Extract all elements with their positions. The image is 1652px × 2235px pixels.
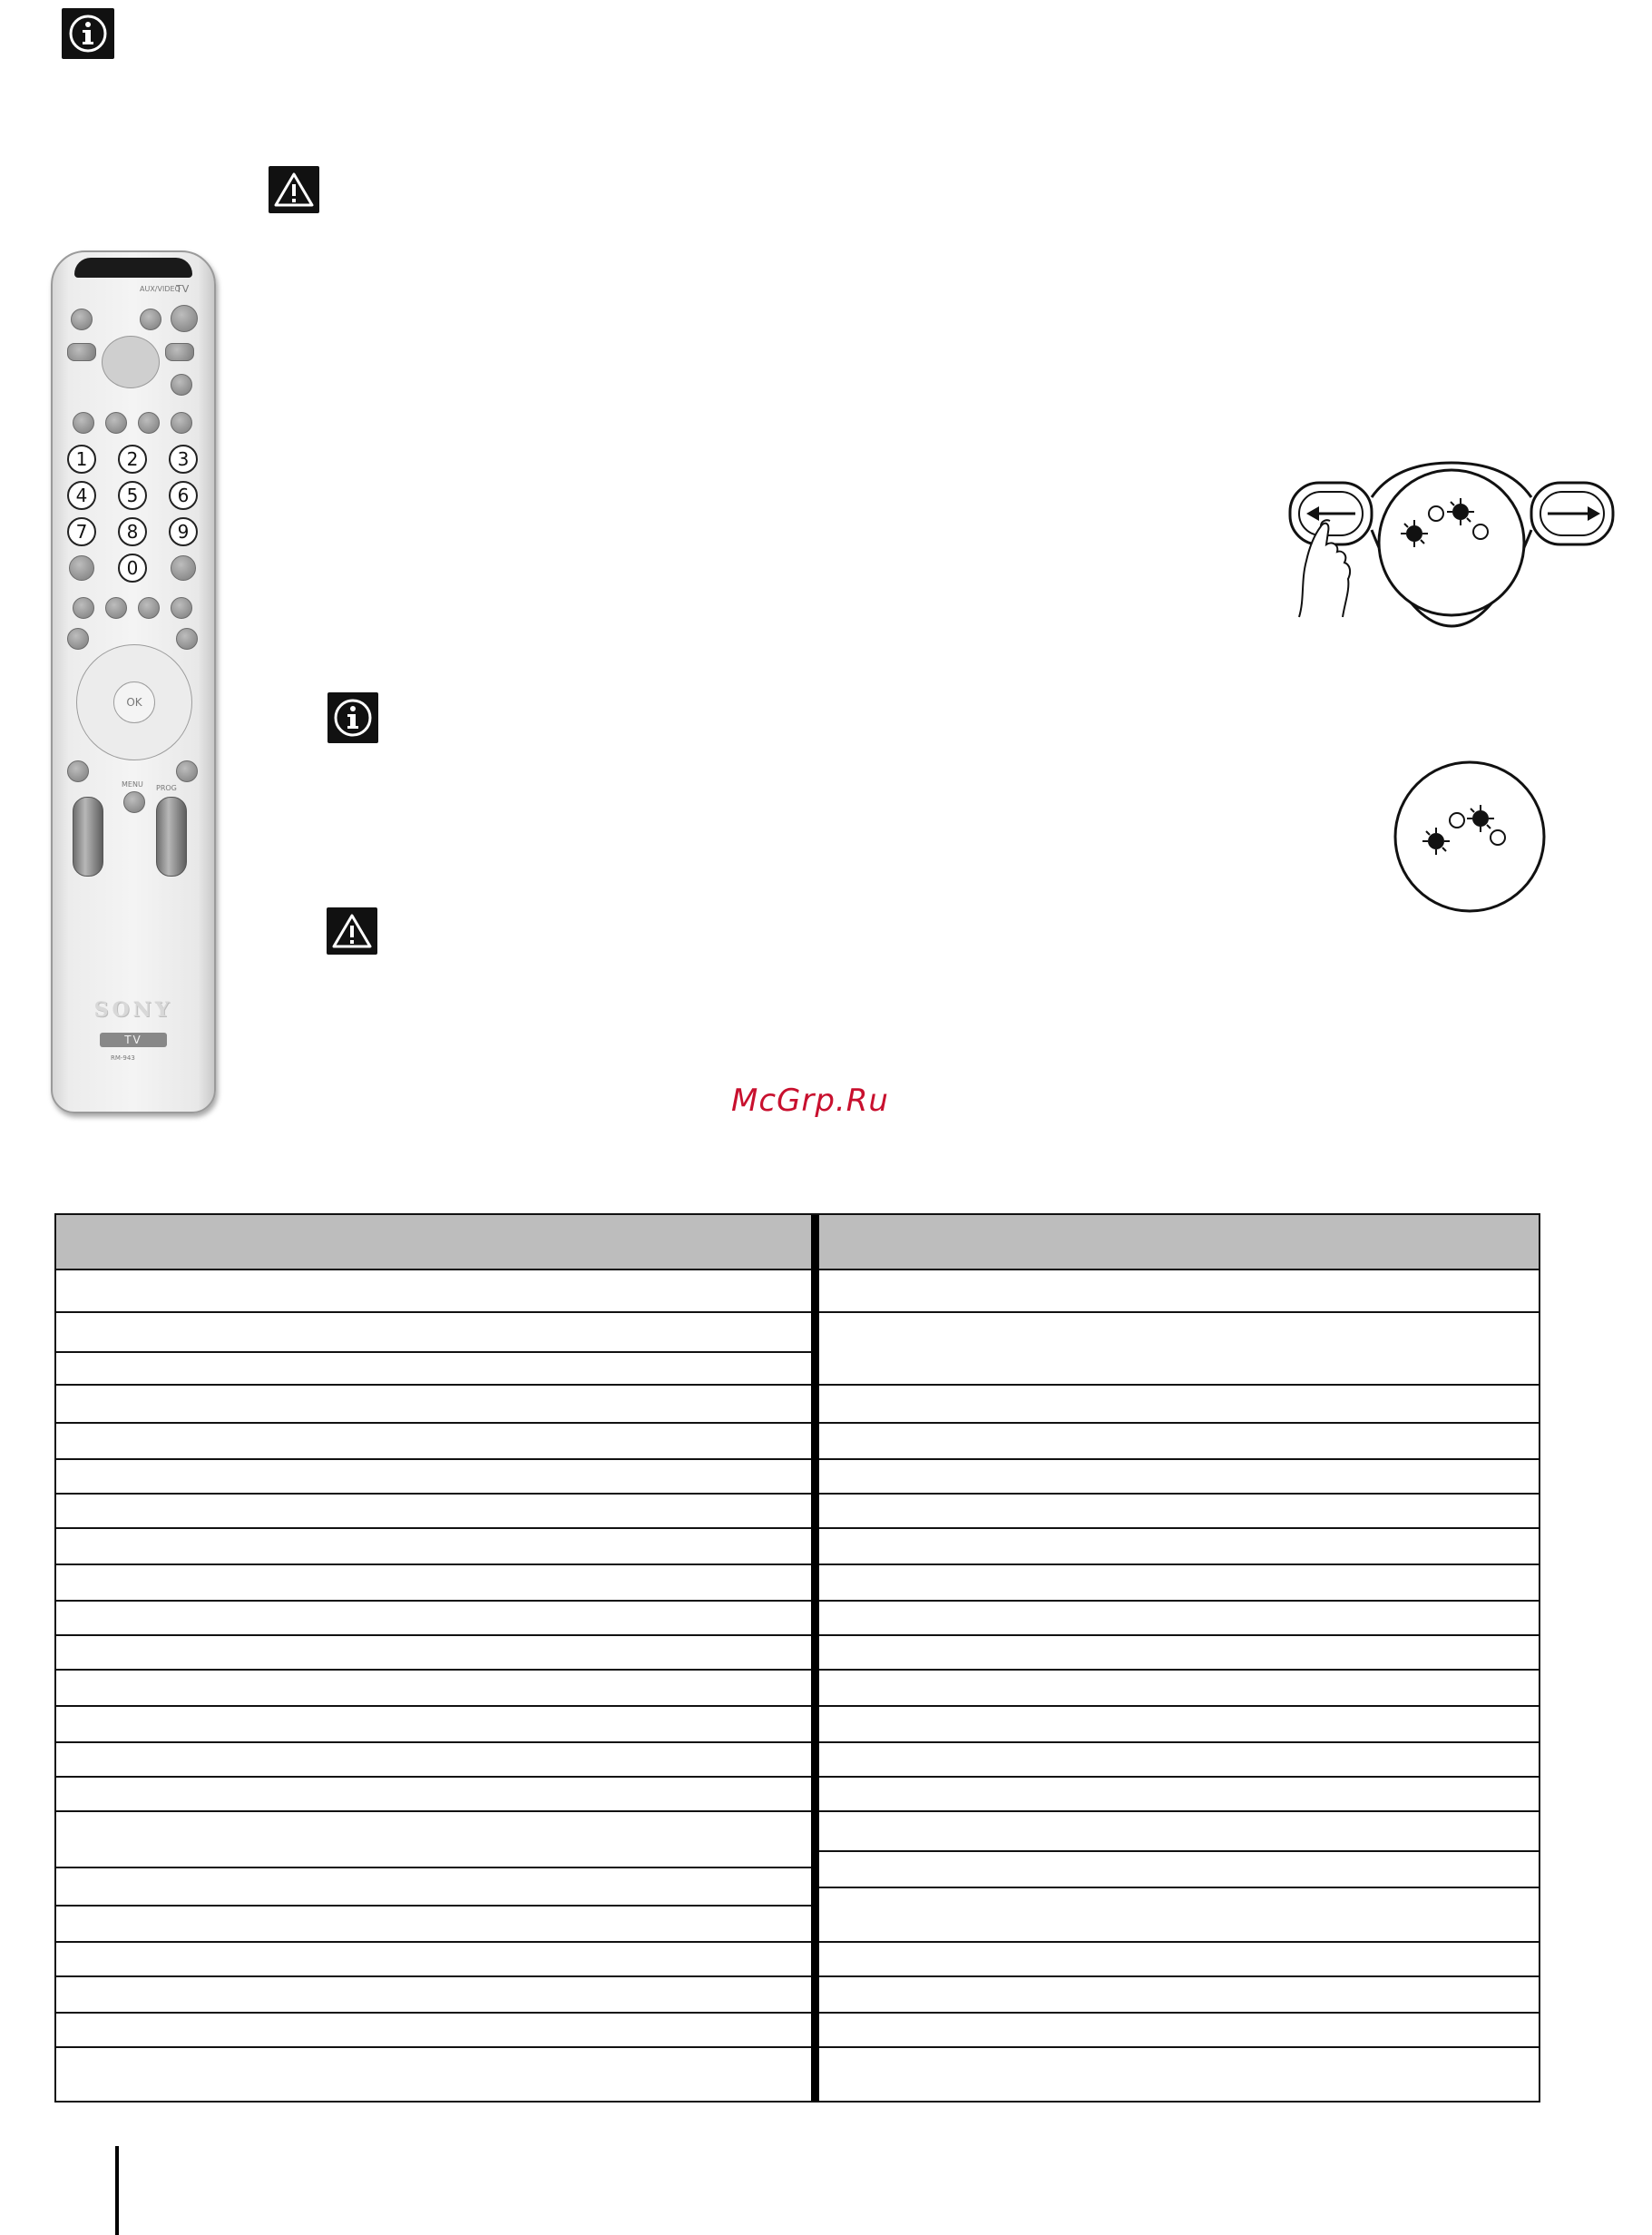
number-key: 4 [67,481,96,510]
row-divider [819,1810,1540,1812]
row-divider [819,1776,1540,1778]
row-divider [56,1810,811,1812]
row-divider [819,1741,1540,1743]
row-divider [819,2012,1540,2014]
remote-center-dial [102,336,160,388]
front-panel-diagram [1279,454,1624,635]
page-margin-rule [115,2146,119,2235]
indicator-circle [1379,470,1524,615]
number-key: 0 [118,554,147,583]
indicator-diagram [1388,755,1551,918]
row-divider [819,1941,1540,1943]
row-divider [819,1705,1540,1707]
data-table [54,1213,1540,2103]
row-divider [819,1887,1540,1888]
row-divider [56,1867,811,1868]
remote-button [140,309,161,330]
row-divider [819,1493,1540,1495]
remote-button [73,597,94,619]
row-divider [56,1458,811,1460]
row-divider [56,1422,811,1424]
row-divider [56,2046,811,2048]
row-divider [819,1311,1540,1313]
number-key: 7 [67,517,96,546]
number-key: 6 [169,481,198,510]
remote-control-illustration [51,250,216,1113]
row-divider [819,1850,1540,1852]
remote-button [171,597,192,619]
row-divider [56,1384,811,1386]
remote-button [176,628,198,650]
row-divider [819,2046,1540,2048]
remote-button [105,412,127,434]
column-divider [811,1215,819,2101]
number-key: 5 [118,481,147,510]
ok-label: OK [126,696,142,709]
infrared-window [74,258,192,278]
number-key: 9 [169,517,198,546]
number-key: 3 [169,445,198,474]
row-divider [56,1351,811,1353]
info-icon [62,8,114,59]
warning-icon [327,907,377,955]
number-key: 1 [67,445,96,474]
row-divider [819,1669,1540,1671]
volume-rocker [73,797,103,877]
row-divider [56,1311,811,1313]
row-divider [819,1634,1540,1636]
row-divider [56,1741,811,1743]
row-divider [56,1527,811,1529]
row-divider [819,1564,1540,1565]
row-divider [819,1600,1540,1602]
prog-label: PROG [156,784,177,792]
menu-button-remote [123,791,145,813]
row-divider [56,1493,811,1495]
program-rocker [156,797,187,877]
remote-button [67,760,89,782]
remote-tv-badge: TV [100,1033,167,1047]
row-divider [56,1600,811,1602]
row-divider [819,1527,1540,1529]
remote-button [67,343,96,361]
row-divider [56,1634,811,1636]
row-divider [56,1564,811,1565]
tv-label: TV [176,283,190,295]
remote-button [171,374,192,396]
remote-button [105,597,127,619]
navigation-ring [76,644,192,760]
ok-button-remote [113,681,155,723]
row-divider [56,1905,811,1907]
watermark-text: McGrp.Ru [731,1083,889,1119]
remote-button [165,343,194,361]
row-divider [56,1776,811,1778]
info-icon [327,692,378,743]
remote-button [171,555,196,581]
remote-button [71,309,93,330]
remote-button [73,412,94,434]
remote-button [69,555,94,581]
row-divider [56,1705,811,1707]
menu-label: MENU [122,780,143,789]
row-divider [819,1458,1540,1460]
remote-button [176,760,198,782]
remote-brand-logo: SONY [93,998,173,1022]
number-key: 2 [118,445,147,474]
remote-model-label: RM-943 [111,1054,135,1062]
number-key: 8 [118,517,147,546]
row-divider [56,1941,811,1943]
row-divider [56,1669,811,1671]
warning-icon [269,166,319,213]
row-divider [819,1975,1540,1977]
row-divider [56,2012,811,2014]
power-button-remote [171,305,198,332]
row-divider [819,1384,1540,1386]
row-divider [56,1975,811,1977]
remote-button [138,412,160,434]
aux-video-label: AUX/VIDEO [140,285,181,293]
table-header-row [56,1215,1539,1270]
remote-button [171,412,192,434]
remote-button [67,628,89,650]
remote-button [138,597,160,619]
row-divider [819,1422,1540,1424]
